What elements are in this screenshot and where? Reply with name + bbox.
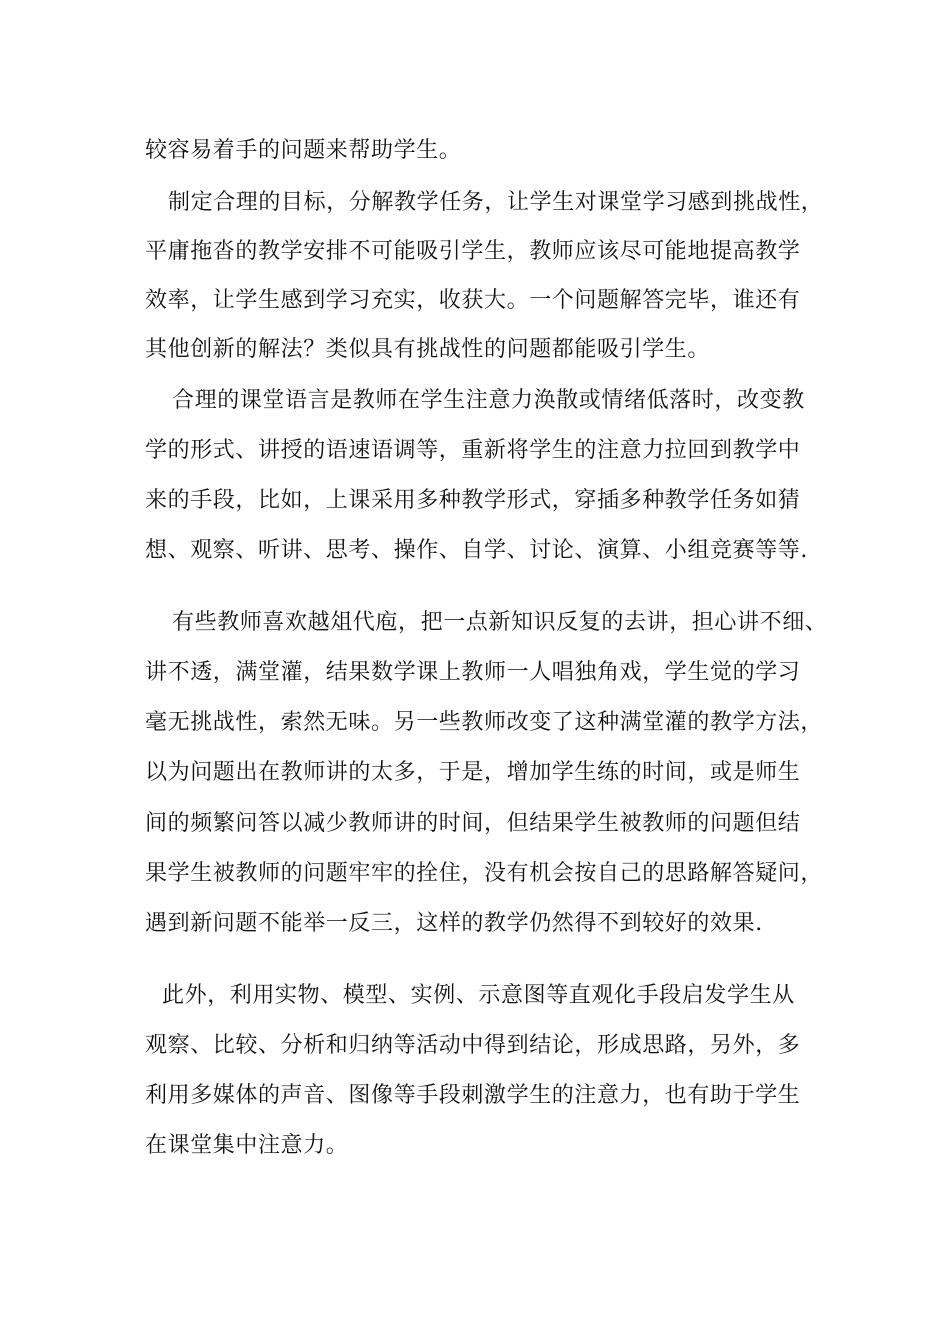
- paragraph-line: 学的形式、讲授的语速语调等，重新将学生的注意力拉回到教学中: [145, 438, 801, 463]
- paragraph-line: 以为问题出在教师讲的太多，于是，增加学生练的时间，或是师生: [145, 760, 801, 785]
- paragraph-line: 制定合理的目标，分解教学任务，让学生对课堂学习感到挑战性，: [168, 190, 824, 215]
- paragraph-line: 合理的课堂语言是教师在学生注意力涣散或情绪低落时，改变教: [172, 388, 805, 413]
- paragraph-line: 较容易着手的问题来帮助学生。: [145, 138, 462, 163]
- paragraph-line: 想、观察、听讲、思考、操作、自学、讨论、演算、小组竞赛等等.: [145, 538, 808, 563]
- paragraph-line: 效率，让学生感到学习充实，收获大。一个问题解答完毕，谁还有: [145, 288, 801, 313]
- paragraph-line: 此外，利用实物、模型、实例、示意图等直观化手段启发学生从: [162, 983, 795, 1008]
- paragraph-line: 利用多媒体的声音、图像等手段刺激学生的注意力，也有助于学生: [145, 1083, 801, 1108]
- paragraph-line: 毫无挑战性，索然无味。另一些教师改变了这种满堂灌的教学方法，: [145, 710, 824, 735]
- paragraph-line: 遇到新问题不能举一反三，这样的教学仍然得不到较好的效果.: [145, 911, 763, 936]
- paragraph-line: 有些教师喜欢越俎代庖，把一点新知识反复的去讲，担心讲不细、: [172, 610, 828, 635]
- paragraph-line: 讲不透，满堂灌，结果数学课上教师一人唱独角戏，学生觉的学习: [145, 660, 801, 685]
- paragraph-line: 观察、比较、分析和归纳等活动中得到结论，形成思路，另外，多: [145, 1033, 801, 1058]
- paragraph-line: 来的手段，比如，上课采用多种教学形式，穿插多种教学任务如猜: [145, 488, 801, 513]
- paragraph-line: 平庸拖沓的教学安排不可能吸引学生，教师应该尽可能地提高教学: [145, 239, 801, 264]
- paragraph-line: 间的频繁问答以减少教师讲的时间，但结果学生被教师的问题但结: [145, 811, 801, 836]
- paragraph-line: 其他创新的解法？类似具有挑战性的问题都能吸引学生。: [145, 337, 711, 362]
- paragraph-line: 果学生被教师的问题牢牢的拴住，没有机会按自己的思路解答疑问，: [145, 861, 824, 886]
- paragraph-line: 在课堂集中注意力。: [145, 1133, 349, 1158]
